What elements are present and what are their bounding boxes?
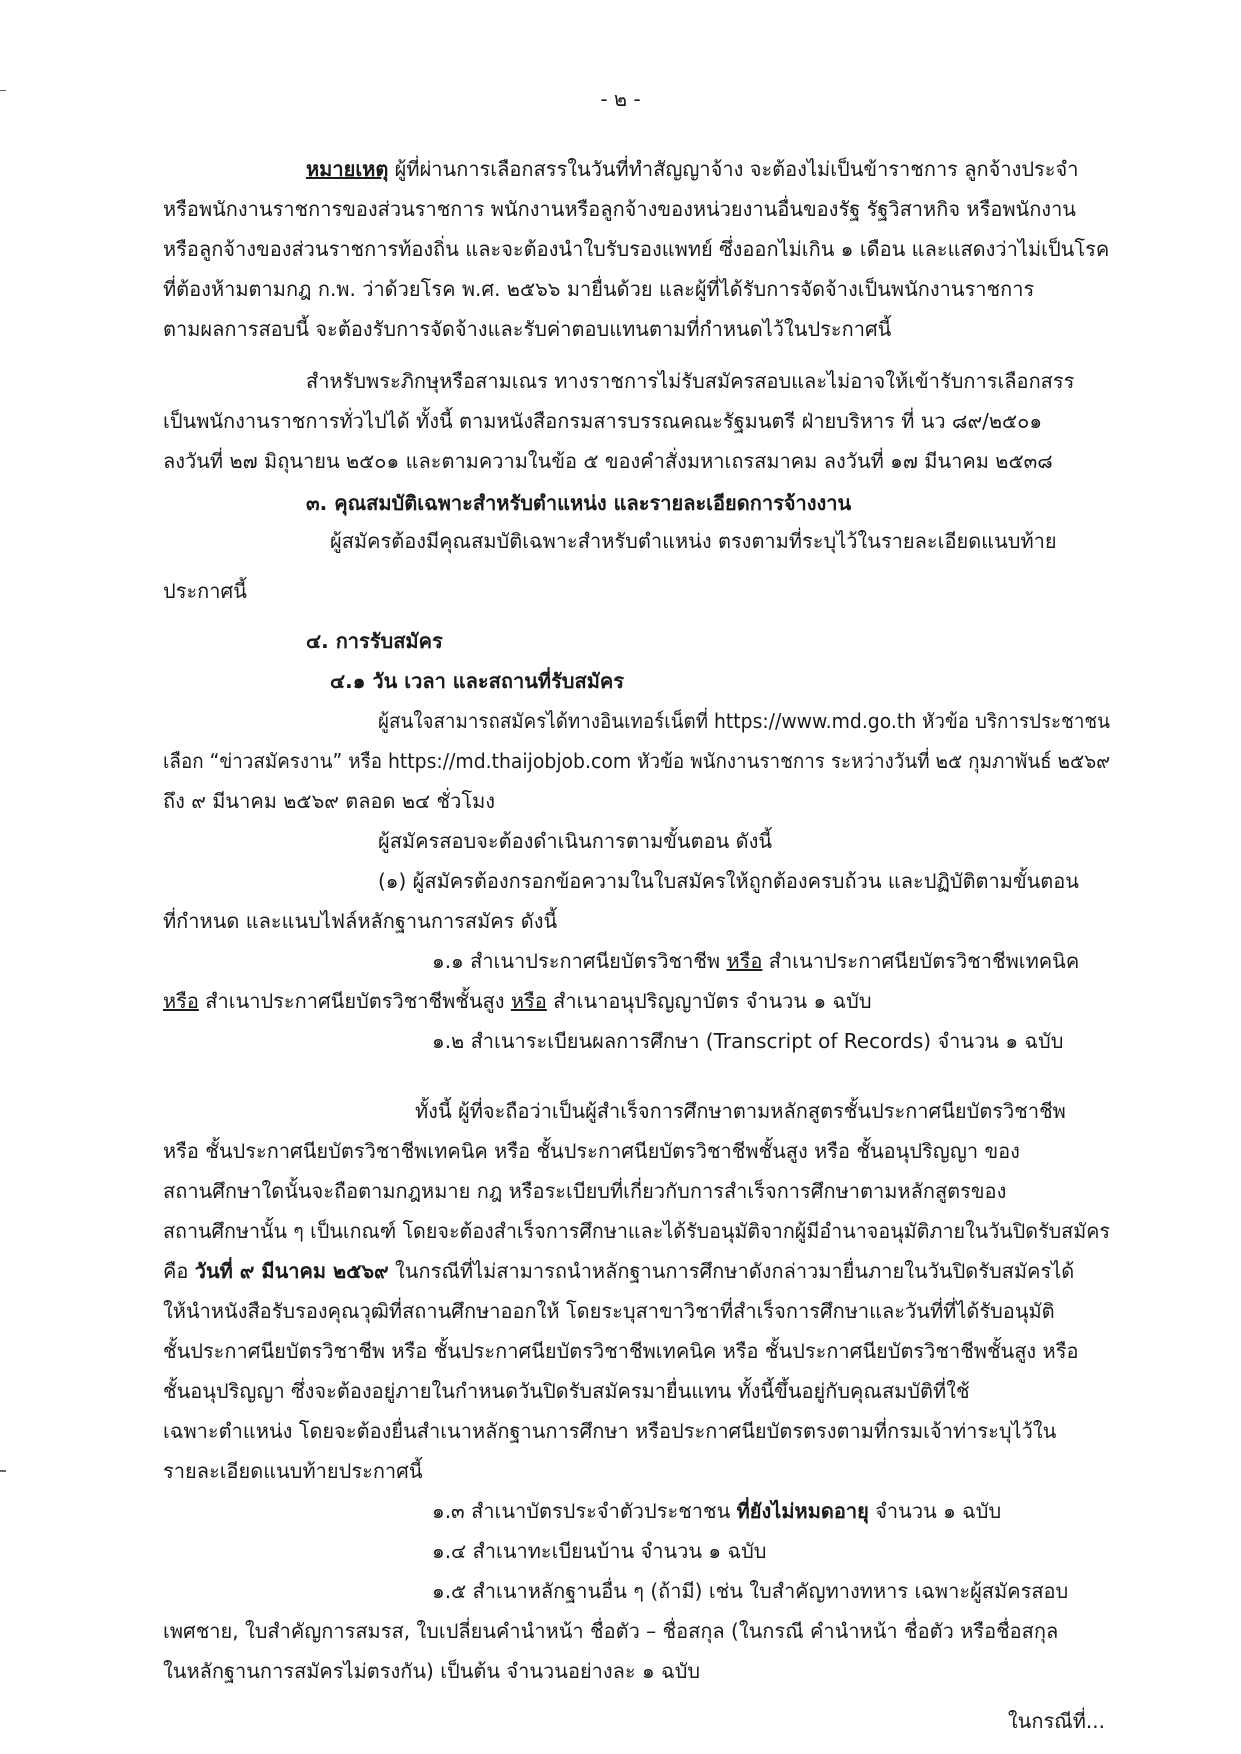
edu-line-5-a: คือ [163, 1259, 195, 1283]
doc-1-4: ๑.๔ สำเนาทะเบียนบ้าน จำนวน ๑ ฉบับ [432, 1539, 767, 1563]
edu-line-10: รายละเอียดแนบท้ายประกาศนี้ [163, 1459, 423, 1483]
edu-line-2: หรือ ชั้นประกาศนียบัตรวิชาชีพเทคนิค หรือ ชั้นประกาศนียบัตรวิชาชีพชั้นสูง หรือ ชั้นอนุปริญญา ของ [163, 1139, 1020, 1163]
apply-line-3: ถึง ๙ มีนาคม ๒๕๖๙ ตลอด ๒๔ ชั่วโมง [163, 789, 496, 813]
continuation-text: ในกรณีที่... [1007, 1709, 1105, 1733]
edu-line-8: ชั้นอนุปริญญา ซึ่งจะต้องอยู่ภายในกำหนดวันปิดรับสมัครมายื่นแทน ทั้งนี้ขึ้นอยู่กับคุณสมบัติที่ใช้ [163, 1379, 970, 1403]
doc-1-2: ๑.๒ สำเนาระเบียนผลการศึกษา (Transcript of Records) จำนวน ๑ ฉบับ [432, 1029, 1064, 1053]
item-1-line-2: ที่กำหนด และแนบไฟล์หลักฐานการสมัคร ดังนี้ [163, 909, 558, 933]
edu-line-5 [163, 1256, 1074, 1286]
or-text: หรือ [510, 989, 547, 1013]
monk-line-1: สำหรับพระภิกษุหรือสามเณร ทางราชการไม่รับสมัครสอบและไม่อาจให้เข้ารับการเลือกสรร [306, 369, 1075, 393]
doc-1-5-line-1: ๑.๕ สำเนาหลักฐานอื่น ๆ (ถ้ามี) เช่น ใบสำคัญทางทหาร เฉพาะผู้สมัครสอบ [432, 1579, 1069, 1603]
note-line-3: หรือลูกจ้างของส่วนราชการท้องถิ่น และจะต้องนำใบรับรองแพทย์ ซึ่งออกไม่เกิน ๑ เดือน และแสดงว่าไม่เป็นโรค [163, 237, 1110, 261]
page-number: - ๒ - [600, 87, 641, 111]
note-line-2: หรือพนักงานราชการของส่วนราชการ พนักงานหรือลูกจ้างของหน่วยงานอื่นของรัฐ รัฐวิสาหกิจ หรือพนักงาน [163, 197, 1076, 221]
scan-mark [0, 90, 6, 91]
or-text: หรือ [163, 989, 199, 1013]
doc-1-1-text-b: สำเนาประกาศนียบัตรวิชาชีพเทคนิค [762, 949, 1080, 973]
doc-1-1-line-1 [432, 946, 1079, 976]
doc-1-3-a: ๑.๓ สำเนาบัตรประจำตัวประชาชน [432, 1499, 737, 1523]
edu-line-1: ทั้งนี้ ผู้ที่จะถือว่าเป็นผู้สำเร็จการศึกษาตามหลักสูตรชั้นประกาศนียบัตรวิชาชีพ [415, 1099, 1066, 1123]
note-line-1-text: ผู้ที่ผ่านการเลือกสรรในวันที่ทำสัญญาจ้าง จะต้องไม่เป็นข้าราชการ ลูกจ้างประจำ [388, 157, 1079, 181]
edu-line-4: สถานศึกษานั้น ๆ เป็นเกณฑ์ โดยจะต้องสำเร็จการศึกษาและได้รับอนุมัติจากผู้มีอำนาจอนุมัติภายในวันปิดรับสมัคร [163, 1219, 1110, 1243]
edu-line-6: ให้นำหนังสือรับรองคุณวุฒิที่สถานศึกษาออกให้ โดยระบุสาขาวิชาที่สำเร็จการศึกษาและวันที่ที่ได้รับอนุมัติ [163, 1299, 1055, 1323]
note-line-5: ตามผลการสอบนี้ จะต้องรับการจัดจ้างและรับค่าตอบแทนตามที่กำหนดไว้ในประกาศนี้ [163, 317, 892, 341]
section-3-heading: ๓. คุณสมบัติเฉพาะสำหรับตำแหน่ง และรายละเอียดการจ้างงาน [306, 491, 852, 515]
scan-mark [0, 1470, 6, 1472]
note-line-4: ที่ต้องห้ามตามกฎ ก.พ. ว่าด้วยโรค พ.ศ. ๒๕๖๖ มายื่นด้วย และผู้ที่ได้รับการจัดจ้างเป็นพนักงานราชการ [163, 277, 1035, 301]
apply-line-2: เลือก “ข่าวสมัครงาน” หรือ https://md.thaijobjob.com หัวข้อ พนักงานราชการ ระหว่างวันที่ ๒๕ กุมภาพันธ์ ๒๕๖๙ [163, 749, 1110, 773]
steps-intro: ผู้สมัครสอบจะต้องดำเนินการตามขั้นตอน ดังนี้ [378, 829, 773, 853]
doc-1-3 [432, 1496, 1001, 1526]
section-3-line-2: ประกาศนี้ [163, 579, 247, 603]
doc-1-5-line-2: เพศชาย, ใบสำคัญการสมรส, ใบเปลี่ยนคำนำหน้า ชื่อตัว – ชื่อสกุล (ในกรณี คำนำหน้า ชื่อตัว หรือชื่อสกุล [163, 1619, 1059, 1643]
doc-1-3-b: ที่ยังไม่หมดอายุ [736, 1499, 869, 1523]
monk-line-2: เป็นพนักงานราชการทั่วไปได้ ทั้งนี้ ตามหนังสือกรมสารบรรณคณะรัฐมนตรี ฝ่ายบริหาร ที่ นว ๘๙/๒๕๐๑ [163, 409, 1043, 433]
item-1-line-1: (๑) ผู้สมัครต้องกรอกข้อความในใบสมัครให้ถูกต้องครบถ้วน และปฏิบัติตามขั้นตอน [378, 869, 1079, 893]
edu-line-3: สถานศึกษาใดนั้นจะถือตามกฎหมาย กฎ หรือระเบียบที่เกี่ยวกับการสำเร็จการศึกษาตามหลักสูตรของ [163, 1179, 1007, 1203]
note-label: หมายเหตุ [306, 157, 389, 181]
doc-1-3-c: จำนวน ๑ ฉบับ [868, 1499, 1002, 1523]
monk-line-3: ลงวันที่ ๒๗ มิถุนายน ๒๕๐๑ และตามความในข้อ ๕ ของคำสั่งมหาเถรสมาคม ลงวันที่ ๑๗ มีนาคม ๒๕๓๘ [163, 449, 1053, 473]
closing-date: วันที่ ๙ มีนาคม ๒๕๖๙ [194, 1259, 389, 1283]
note-line-1 [306, 154, 1079, 184]
doc-1-1-text-d: สำเนาอนุปริญญาบัตร จำนวน ๑ ฉบับ [546, 989, 872, 1013]
doc-1-1-text-c: สำเนาประกาศนียบัตรวิชาชีพชั้นสูง [198, 989, 511, 1013]
doc-1-1-text-a: ๑.๑ สำเนาประกาศนียบัตรวิชาชีพ [432, 949, 727, 973]
section-4-1-heading: ๔.๑ วัน เวลา และสถานที่รับสมัคร [330, 669, 625, 693]
or-text: หรือ [726, 949, 763, 973]
section-4-heading: ๔. การรับสมัคร [306, 629, 443, 653]
edu-line-7: ชั้นประกาศนียบัตรวิชาชีพ หรือ ชั้นประกาศนียบัตรวิชาชีพเทคนิค หรือ ชั้นประกาศนียบัตรวิชาชีพชั้นสูง หรือ [163, 1339, 1079, 1363]
doc-1-1-line-2 [163, 986, 872, 1016]
edu-line-5-c: ในกรณีที่ไม่สามารถนำหลักฐานการศึกษาดังกล่าวมายื่นภายในวันปิดรับสมัครได้ [388, 1259, 1075, 1283]
apply-line-1: ผู้สนใจสามารถสมัครได้ทางอินเทอร์เน็ตที่ https://www.md.go.th หัวข้อ บริการประชาชน [378, 709, 1110, 733]
doc-1-5-line-3: ในหลักฐานการสมัครไม่ตรงกัน) เป็นต้น จำนวนอย่างละ ๑ ฉบับ [163, 1659, 701, 1683]
edu-line-9: เฉพาะตำแหน่ง โดยจะต้องยื่นสำเนาหลักฐานการศึกษา หรือประกาศนียบัตรตรงตามที่กรมเจ้าท่าระบุไว้ใน [163, 1419, 1057, 1443]
section-3-line-1: ผู้สมัครต้องมีคุณสมบัติเฉพาะสำหรับตำแหน่ง ตรงตามที่ระบุไว้ในรายละเอียดแนบท้าย [330, 529, 1057, 553]
